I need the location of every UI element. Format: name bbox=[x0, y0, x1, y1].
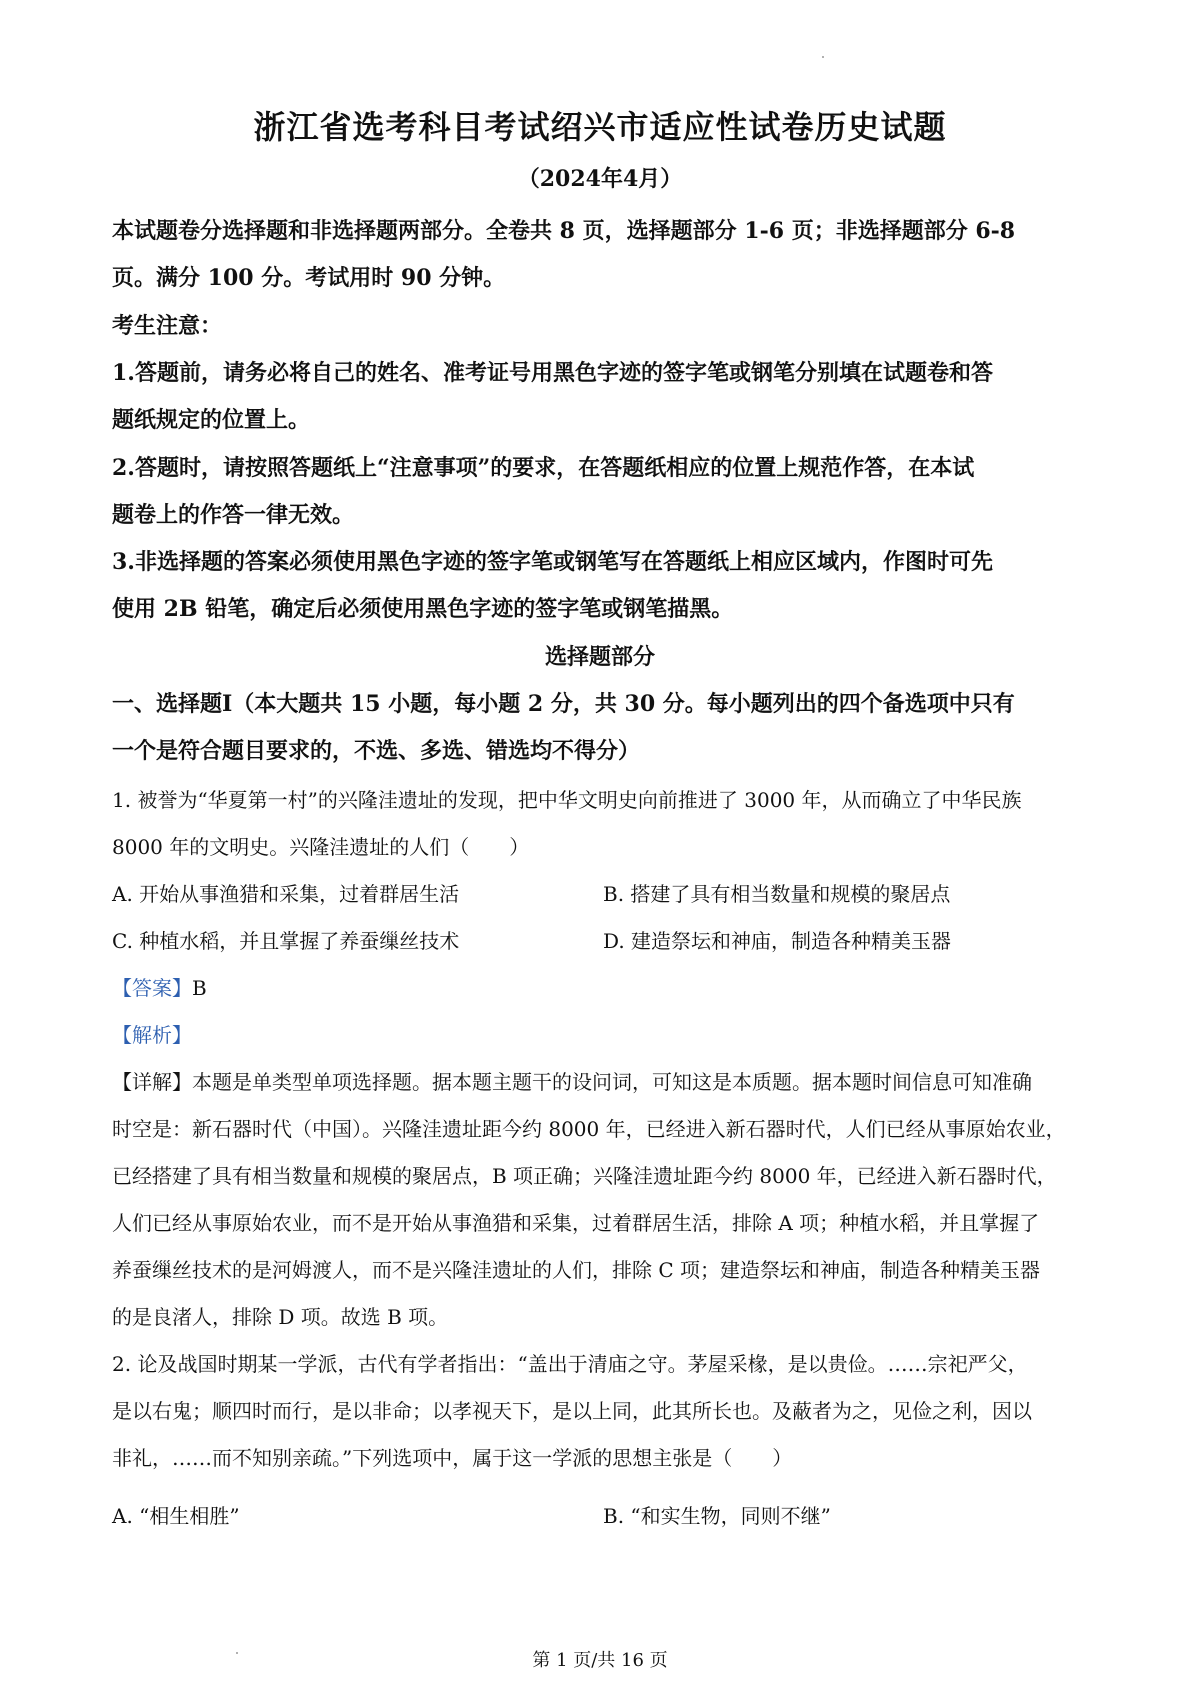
note-3-line-1: 3.非选择题的答案必须使用黑色字迹的签字笔或钢笔写在答题纸上相应区域内，作图时可先 bbox=[112, 549, 993, 575]
section-title: 选择题部分 bbox=[544, 644, 655, 670]
q1-option-d: D. 建造祭坛和神庙，制造各种精美玉器 bbox=[603, 929, 952, 953]
intro-line-1: 本试题卷分选择题和非选择题两部分。全卷共 8 页，选择题部分 1-6 页；非选择题部分 6-8 bbox=[112, 218, 1016, 244]
q2-stem-line-2: 是以右鬼；顺四时而行，是以非命；以孝视天下，是以上同，此其所长也。及蔽者为之，见俭之利，因以 bbox=[112, 1399, 1032, 1423]
note-2-line-1: 2.答题时，请按照答题纸上“注意事项”的要求，在答题纸相应的位置上规范作答，在本试 bbox=[112, 455, 975, 481]
note-2-line-2: 题卷上的作答一律无效。 bbox=[112, 502, 355, 528]
q1-detail-line-5: 养蚕缫丝技术的是河姆渡人，而不是兴隆洼遗址的人们，排除 C 项；建造祭坛和神庙，制造各种精美玉器 bbox=[112, 1258, 1041, 1282]
analysis-tag: 【解析】 bbox=[112, 1023, 192, 1047]
q1-detail-line-6: 的是良渚人，排除 D 项。故选 B 项。 bbox=[112, 1305, 449, 1329]
detail-text: 本题是单类型单项选择题。据本题主题干的设问词，可知这是本质题。据本题时间信息可知准确 bbox=[192, 1070, 1032, 1094]
page-title: 浙江省选考科目考试绍兴市适应性试卷历史试题 bbox=[253, 108, 947, 146]
page-number: 第 1 页/共 16 页 bbox=[532, 1650, 668, 1671]
q1-answer bbox=[112, 972, 207, 1001]
q1-option-b: B. 搭建了具有相当数量和规模的聚居点 bbox=[603, 882, 951, 906]
q1-detail-line-1 bbox=[112, 1066, 1032, 1095]
answer-tag: 【答案】 bbox=[112, 976, 192, 1000]
answer-value: B bbox=[192, 976, 207, 1000]
q1-stem-line-2: 8000 年的文明史。兴隆洼遗址的人们（ ） bbox=[112, 835, 530, 859]
note-1-line-2: 题纸规定的位置上。 bbox=[112, 407, 311, 433]
part1-instruction-line-1: 一、选择题Ⅰ（本大题共 15 小题，每小题 2 分，共 30 分。每小题列出的四个备选项中只有 bbox=[112, 691, 1015, 717]
notes-heading: 考生注意： bbox=[112, 313, 223, 339]
q2-option-a: A. “相生相胜” bbox=[112, 1504, 240, 1528]
q1-stem-line-1: 1. 被誉为“华夏第一村”的兴隆洼遗址的发现，把中华文明史向前推进了 3000 年，从而确立了中华民族 bbox=[112, 788, 1022, 812]
scan-dot bbox=[822, 56, 824, 58]
q2-stem-line-1: 2. 论及战国时期某一学派，古代有学者指出：“盖出于清庙之守。茅屋采椽，是以贵俭。……宗祀严父， bbox=[112, 1352, 1028, 1376]
intro-line-2: 页。满分 100 分。考试用时 90 分钟。 bbox=[112, 265, 506, 291]
note-1-line-1: 1.答题前，请务必将自己的姓名、准考证号用黑色字迹的签字笔或钢笔分别填在试题卷和答 bbox=[112, 360, 993, 386]
q2-stem-line-3: 非礼，……而不知别亲疏。”下列选项中，属于这一学派的思想主张是（ ） bbox=[112, 1446, 793, 1470]
part1-instruction-line-2: 一个是符合题目要求的，不选、多选、错选均不得分） bbox=[112, 738, 641, 764]
exam-date: （2024年4月） bbox=[517, 166, 683, 192]
note-3-line-2: 使用 2B 铅笔，确定后必须使用黑色字迹的签字笔或钢笔描黑。 bbox=[112, 596, 734, 622]
detail-tag: 【详解】 bbox=[112, 1070, 192, 1094]
q1-detail-line-4: 人们已经从事原始农业，而不是开始从事渔猎和采集，过着群居生活，排除 A 项；种植水稻，并且掌握了 bbox=[112, 1211, 1040, 1235]
q1-option-c: C. 种植水稻，并且掌握了养蚕缫丝技术 bbox=[112, 929, 460, 953]
q1-detail-line-3: 已经搭建了具有相当数量和规模的聚居点，B 项正确；兴隆洼遗址距今约 8000 年，已经进入新石器时代， bbox=[112, 1164, 1057, 1188]
q1-detail-line-2: 时空是：新石器时代（中国）。兴隆洼遗址距今约 8000 年，已经进入新石器时代，人们已经从事原始农业， bbox=[112, 1117, 1066, 1141]
q2-option-b: B. “和实生物，同则不继” bbox=[603, 1504, 831, 1528]
q1-option-a: A. 开始从事渔猎和采集，过着群居生活 bbox=[112, 882, 460, 906]
